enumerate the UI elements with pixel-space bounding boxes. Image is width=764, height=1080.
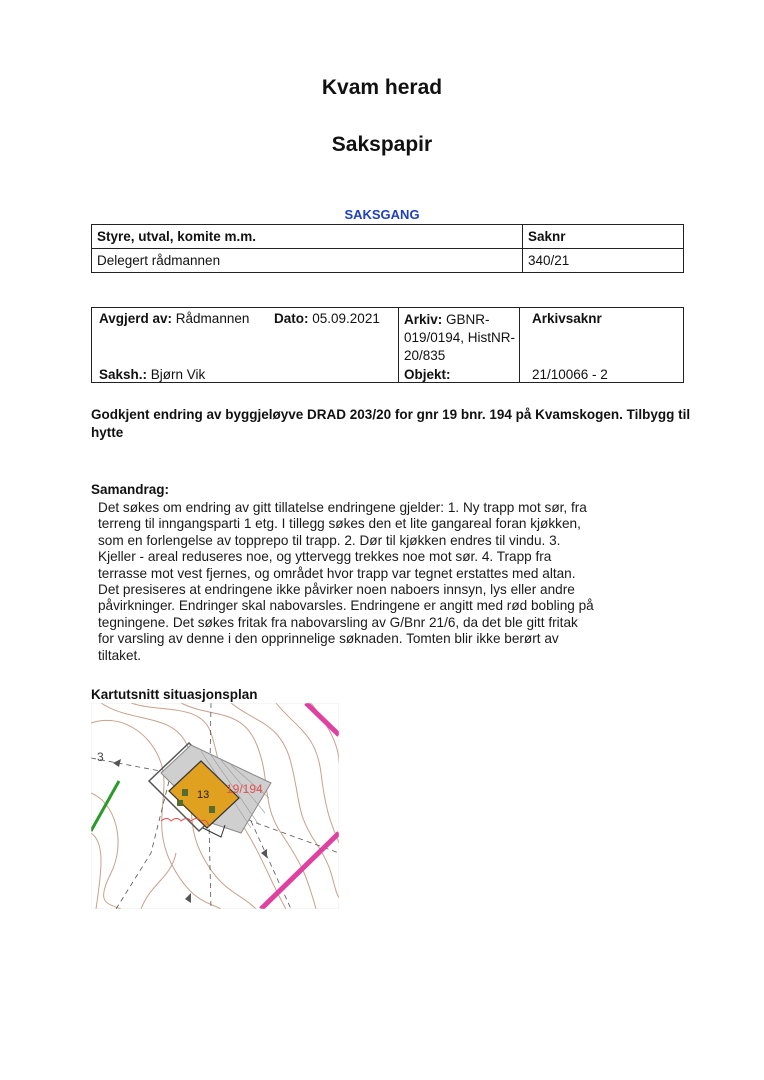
neighbor-plot-label: 3 — [97, 750, 104, 764]
summary-line: tegningene. Det søkes fritak fra nabovarsling av G/Bnr 21/6, da det ble gitt fritak — [98, 614, 578, 630]
table-row — [92, 308, 684, 383]
summary-line: Det presiseres at endringene ikke påvirker noen naboers innsyn, lys eller andre — [98, 582, 575, 598]
committee-header: Styre, utval, komite m.m. — [92, 225, 523, 249]
building-number-label: 13 — [197, 789, 210, 801]
arkiv-field — [404, 311, 522, 365]
arkiv-label: Arkiv: — [404, 312, 443, 327]
arkiv-value: GBNR-019/0194, HistNR-20/835 — [404, 312, 516, 363]
meta-cell-arkiv — [399, 308, 520, 383]
org-title: Kvam herad — [321, 76, 443, 99]
meta-cell-arkivsaknr — [520, 308, 684, 383]
saknr-header: Saknr — [523, 225, 684, 249]
avgjerd-field — [99, 311, 249, 326]
saksh-field — [99, 367, 205, 382]
site-plan-map — [91, 703, 339, 909]
dato-field — [274, 311, 380, 326]
saksh-label: Saksh.: — [99, 367, 148, 382]
saksh-value: Bjørn Vik — [150, 367, 206, 382]
table-row — [92, 225, 684, 249]
summary-line: for varsling av denne i den opprinnelige søknaden. Tomten blir ikke berørt av — [98, 631, 559, 647]
site-plan-svg — [91, 703, 339, 909]
saksgang-label: SAKSGANG — [344, 207, 420, 222]
summary-line: Det søkes om endring av gitt tillatelse endringene gjelder: 1. Ny trapp mot sør, fra — [98, 500, 587, 515]
map-label: Kartutsnitt situasjonsplan — [91, 687, 258, 702]
avgjerd-label: Avgjerd av: — [99, 311, 173, 326]
avgjerd-value: Rådmannen — [175, 311, 250, 326]
objekt-label: Objekt: — [404, 367, 451, 382]
dato-label: Dato: — [274, 311, 309, 326]
arkivsaknr-label: Arkivsaknr — [532, 311, 602, 326]
case-title: Godkjent endring av byggjeløyve DRAD 203/20 for gnr 19 bnr. 194 på Kvamskogen. Tilbygg til hytte — [91, 407, 691, 440]
summary-line: Kjeller - areal reduseres noe, og yttervegg trekkes noe mot sør. 4. Trapp fra — [98, 549, 552, 565]
doc-type-title: Sakspapir — [331, 133, 433, 156]
committee-value: Delegert rådmannen — [92, 249, 523, 273]
plot-id-label: 19/194 — [226, 782, 263, 796]
summary-line: terrasse mot vest fjernes, og området hvor trapp var tegnet erstattes med altan. — [98, 565, 576, 581]
summary-line: påvirkninger. Endringer skal nabovarsles. Endringene er angitt med rød bobling på — [98, 598, 594, 614]
arkivsaknr-value: 21/10066 - 2 — [532, 367, 608, 382]
dato-value: 05.09.2021 — [312, 311, 380, 326]
meta-cell-decision — [92, 308, 399, 383]
summary-text — [98, 500, 678, 664]
saksgang-table — [91, 224, 684, 273]
table-row — [92, 249, 684, 273]
summary-line: som en forlengelse av topprepo til trapp. 2. Dør til kjøkken endres til vindu. 3. — [98, 532, 561, 548]
summary-line: terreng til inngangsparti 1 etg. I tillegg søkes den et lite gangareal foran kjøkken, — [98, 516, 581, 532]
saknr-value: 340/21 — [523, 249, 684, 273]
summary-label: Samandrag: — [91, 482, 170, 497]
case-meta-table — [91, 307, 684, 383]
summary-line: tiltaket. — [98, 647, 142, 663]
